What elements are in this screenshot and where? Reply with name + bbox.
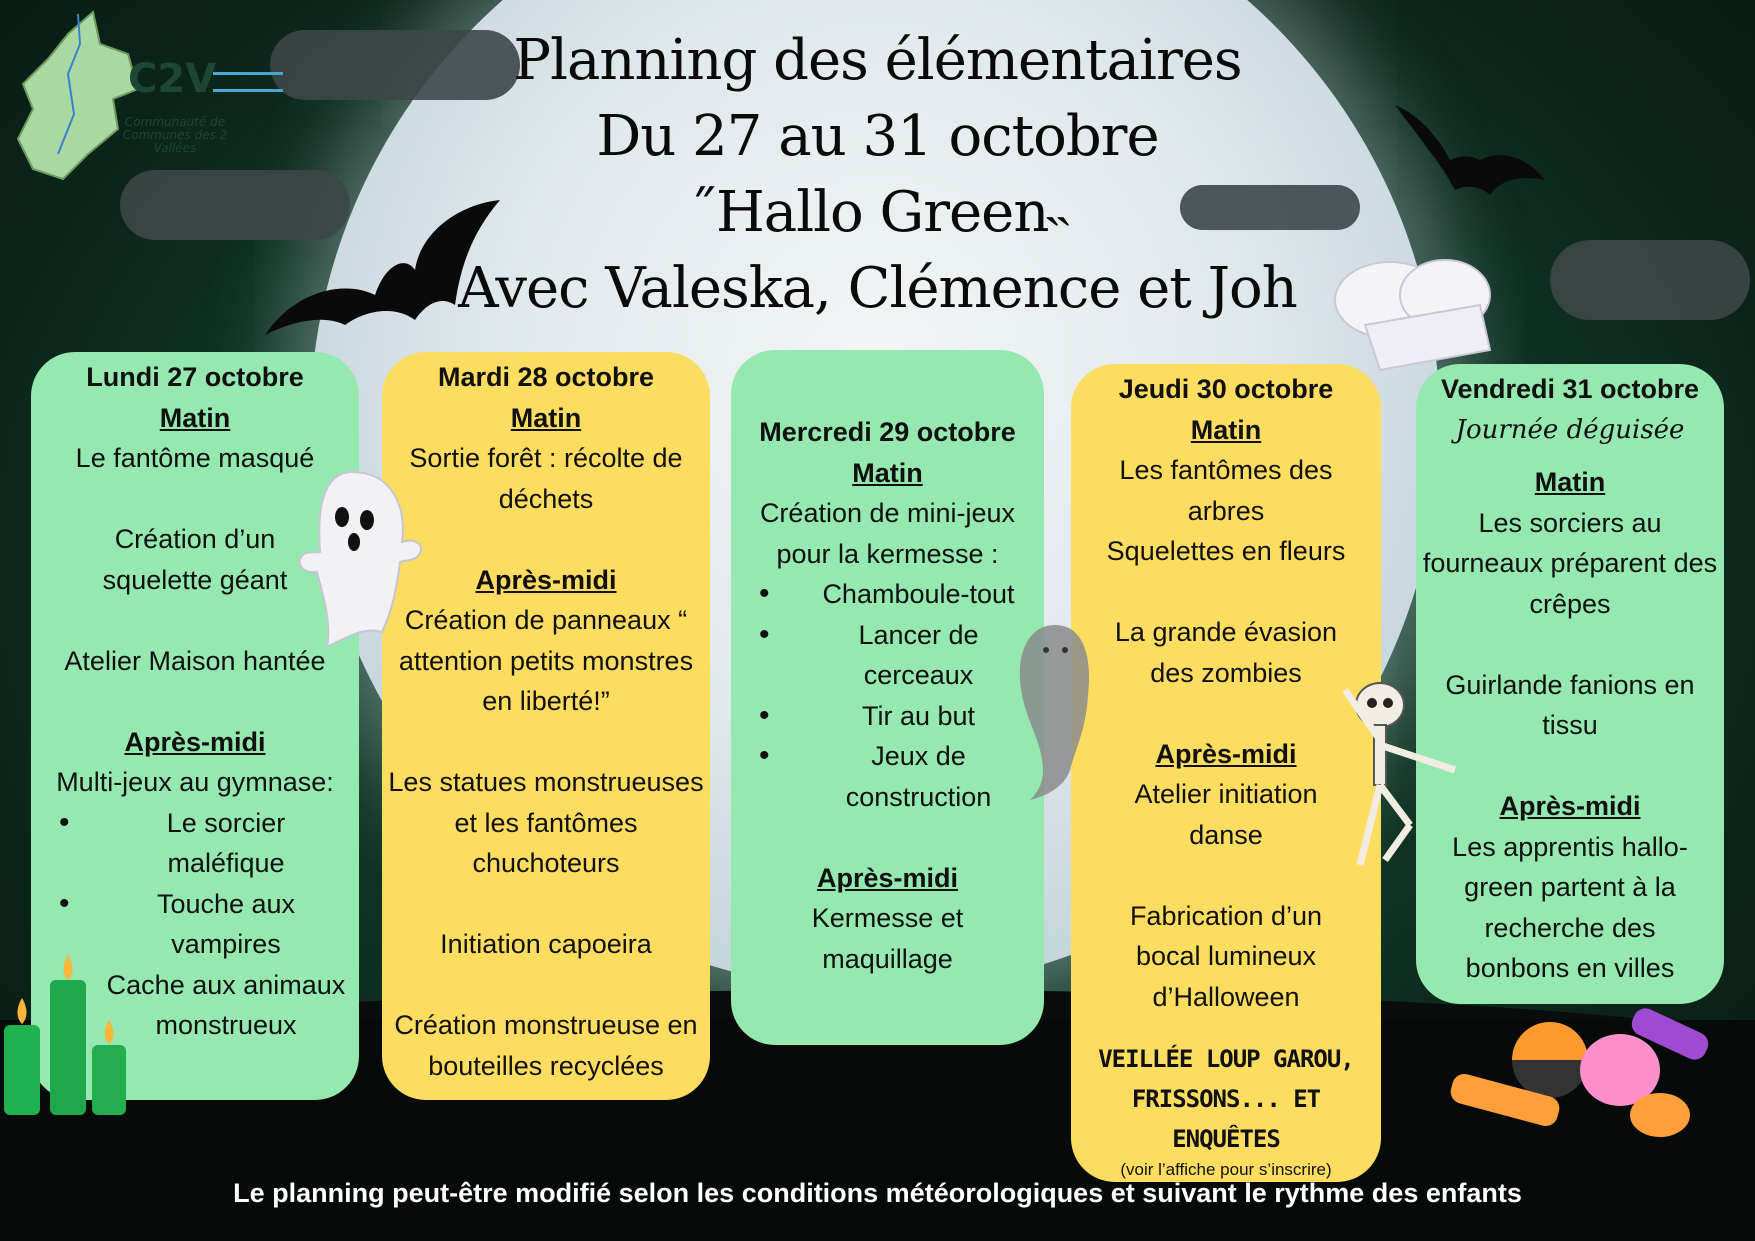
activity: Création monstrueuse en bouteilles recyclées xyxy=(394,1010,698,1081)
evening-note: (voir l’affiche pour s’inscrire) xyxy=(1120,1160,1332,1179)
day-card-tuesday xyxy=(382,352,710,1100)
activity: Initiation capoeira xyxy=(440,929,652,959)
activity: Création de panneaux “ attention petits monstres en liberté!” xyxy=(398,605,694,716)
activity: Atelier Maison hantée xyxy=(64,645,326,676)
morning-label: Matin xyxy=(159,402,231,433)
footer-note: Le planning peut-être modifié selon les conditions météorologiques et suivant le rythme des enfants xyxy=(233,1178,1522,1208)
activity: Les apprentis hallo-green partent à la recherche des bonbons en villes xyxy=(1452,831,1688,983)
afternoon-label: Après-midi xyxy=(1155,738,1297,769)
activity: Les sorciers au fourneaux préparent des crêpes xyxy=(1422,507,1718,619)
day-title: Vendredi 31 octobre xyxy=(1440,374,1700,404)
list-item: • Touche aux vampires xyxy=(99,884,353,965)
activity: Sortie forêt : récolte de déchets xyxy=(409,443,683,514)
afternoon-label: Après-midi xyxy=(475,564,617,595)
morning-label: Matin xyxy=(1534,467,1606,497)
page-title-line3: ˝Hallo Green˵ xyxy=(688,180,1067,245)
afternoon-label: Après-midi xyxy=(124,726,266,757)
candle-icon xyxy=(0,950,135,1120)
activity: Le fantôme masqué xyxy=(75,443,315,473)
list-item: • Le sorcier maléfique xyxy=(99,803,353,884)
candy-icon xyxy=(1430,1000,1710,1160)
activity: Création de mini-jeux pour la kermesse : xyxy=(759,498,1016,569)
logo-waves xyxy=(213,72,283,92)
activity: Guirlande fanions en tissu xyxy=(1445,669,1695,740)
evening-event: FRISSONS... ET ENQUÊTES xyxy=(1131,1085,1321,1153)
morning-label: Matin xyxy=(852,457,923,488)
list-item: • Jeux de construction xyxy=(799,736,1038,817)
morning-label: Matin xyxy=(1190,414,1262,445)
logo xyxy=(8,4,288,184)
activity-list xyxy=(737,574,1038,817)
logo-name: C2V xyxy=(128,56,217,102)
day-title: Lundi 27 octobre xyxy=(86,362,304,392)
list-item: • Lancer de cerceaux xyxy=(799,615,1038,696)
day-title: Jeudi 30 octobre xyxy=(1118,374,1334,404)
activity: Squelettes en fleurs xyxy=(1106,536,1346,566)
day-title: Mercredi 29 octobre xyxy=(759,417,1016,447)
activity: Création d’un squelette géant xyxy=(102,524,288,595)
afternoon-label: Après-midi xyxy=(1499,791,1641,821)
page-title-line1: Planning des élémentaires xyxy=(513,28,1242,93)
afternoon-label: Après-midi xyxy=(816,862,959,893)
ghost-icon xyxy=(1010,620,1100,805)
activity: Fabrication d’un bocal lumineux d’Halloween xyxy=(1129,900,1323,1012)
list-item: • Cache aux animaux monstrueux xyxy=(99,965,353,1046)
morning-label: Matin xyxy=(510,402,582,433)
activity: Les statues monstrueuses et les fantômes chuchoteurs xyxy=(388,767,704,878)
activity: Atelier initiation danse xyxy=(1134,779,1318,850)
ghost-icon xyxy=(292,462,427,652)
list-item: • Chamboule-tout xyxy=(799,574,1038,615)
list-item: • Tir au but xyxy=(799,696,1038,737)
activity: Les fantômes des arbres xyxy=(1119,455,1333,526)
evening-event: VEILLÉE LOUP GAROU, xyxy=(1098,1045,1354,1073)
bat-icon xyxy=(1390,100,1550,210)
logo-tagline: Communauté de Communes des 2 Vallées xyxy=(122,115,228,155)
day-title: Mardi 28 octobre xyxy=(437,362,655,392)
activity: Kermesse et maquillage xyxy=(811,903,964,974)
page-title-line2: Du 27 au 31 octobre xyxy=(596,104,1159,169)
activity: La grande évasion des zombies xyxy=(1114,617,1338,688)
cloud-icon xyxy=(1550,240,1750,320)
day-subtitle: Journée déguisée xyxy=(1455,414,1685,445)
activity: Multi-jeux au gymnase: xyxy=(56,767,334,797)
page-title-line4: Avec Valeska, Clémence et Joh xyxy=(458,256,1297,321)
day-card-wednesday xyxy=(731,350,1044,1045)
skeleton-icon xyxy=(1330,675,1465,870)
